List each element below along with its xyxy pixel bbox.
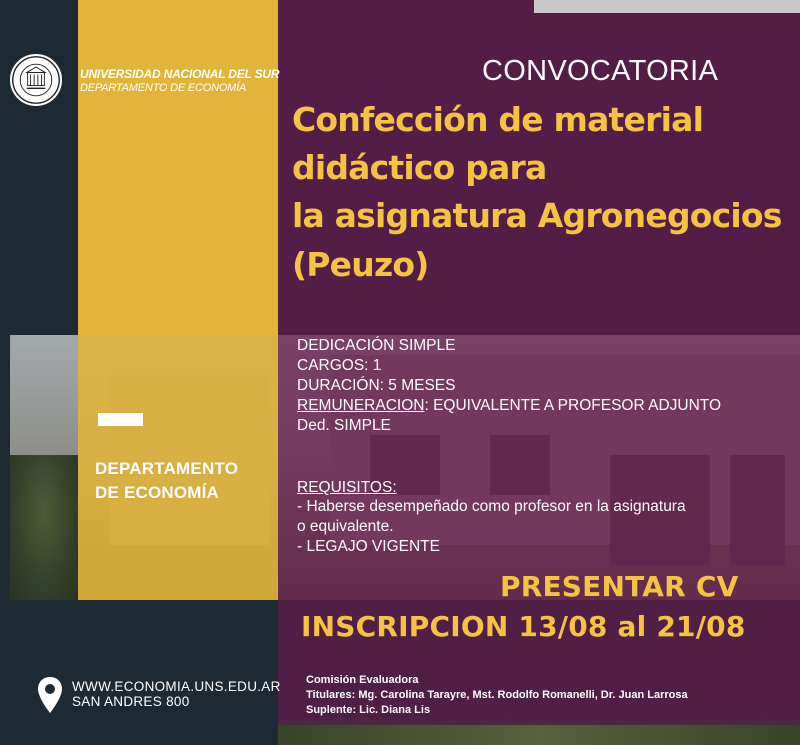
commission-titulares: Titulares: Mg. Carolina Tarayre, Mst. Rodolfo Romanelli, Dr. Juan Larrosa xyxy=(306,689,688,701)
yellow-header-panel xyxy=(78,0,278,335)
dedicacion-text: DEDICACIÓN SIMPLE xyxy=(297,337,456,354)
commission-title: Comisión Evaluadora xyxy=(306,674,419,686)
department-name: DEPARTAMENTO DE ECONOMÍA xyxy=(80,82,247,94)
location-pin-icon xyxy=(37,676,63,714)
university-seal-logo xyxy=(8,52,64,108)
convocatoria-label: CONVOCATORIA xyxy=(482,55,719,87)
university-name: UNIVERSIDAD NACIONAL DEL SUR xyxy=(80,67,280,81)
title-line-4: (Peuzo) xyxy=(292,245,429,284)
inscripcion-dates-heading: INSCRIPCION 13/08 al 21/08 xyxy=(301,610,746,643)
decorative-bar xyxy=(98,413,143,426)
commission-suplente: Suplente: Lic. Diana Lis xyxy=(306,704,431,716)
title-line-1: Confección de material xyxy=(292,100,704,139)
requisito-item: - LEGAJO VIGENTE xyxy=(297,538,440,555)
remuneracion-continuation: Ded. SIMPLE xyxy=(297,417,391,434)
presentar-cv-heading: PRESENTAR CV xyxy=(500,570,739,603)
grass-strip xyxy=(278,725,800,745)
top-gray-strip xyxy=(534,0,800,13)
requisito-item: o equivalente. xyxy=(297,518,394,535)
title-line-2: didáctico para xyxy=(292,148,547,187)
tree-foliage xyxy=(10,455,78,600)
title-line-3: la asignatura Agronegocios xyxy=(292,196,782,235)
remuneracion-value: : EQUIVALENTE A PROFESOR ADJUNTO xyxy=(424,397,722,414)
side-department-line-2: DE ECONOMÍA xyxy=(95,483,220,502)
address-text: SAN ANDRES 800 xyxy=(72,694,190,709)
cargos-text: CARGOS: 1 xyxy=(297,357,382,374)
requisito-item: - Haberse desempeñado como profesor en la asignatura xyxy=(297,498,686,515)
requisitos-label: REQUISITOS: xyxy=(297,479,397,496)
website-link[interactable]: WWW.ECONOMIA.UNS.EDU.AR xyxy=(72,679,281,694)
side-department-line-1: DEPARTAMENTO xyxy=(95,459,239,478)
remuneracion-line xyxy=(297,396,721,416)
duracion-text: DURACIÓN: 5 MESES xyxy=(297,377,456,394)
remuneracion-label: REMUNERACION xyxy=(297,397,425,414)
